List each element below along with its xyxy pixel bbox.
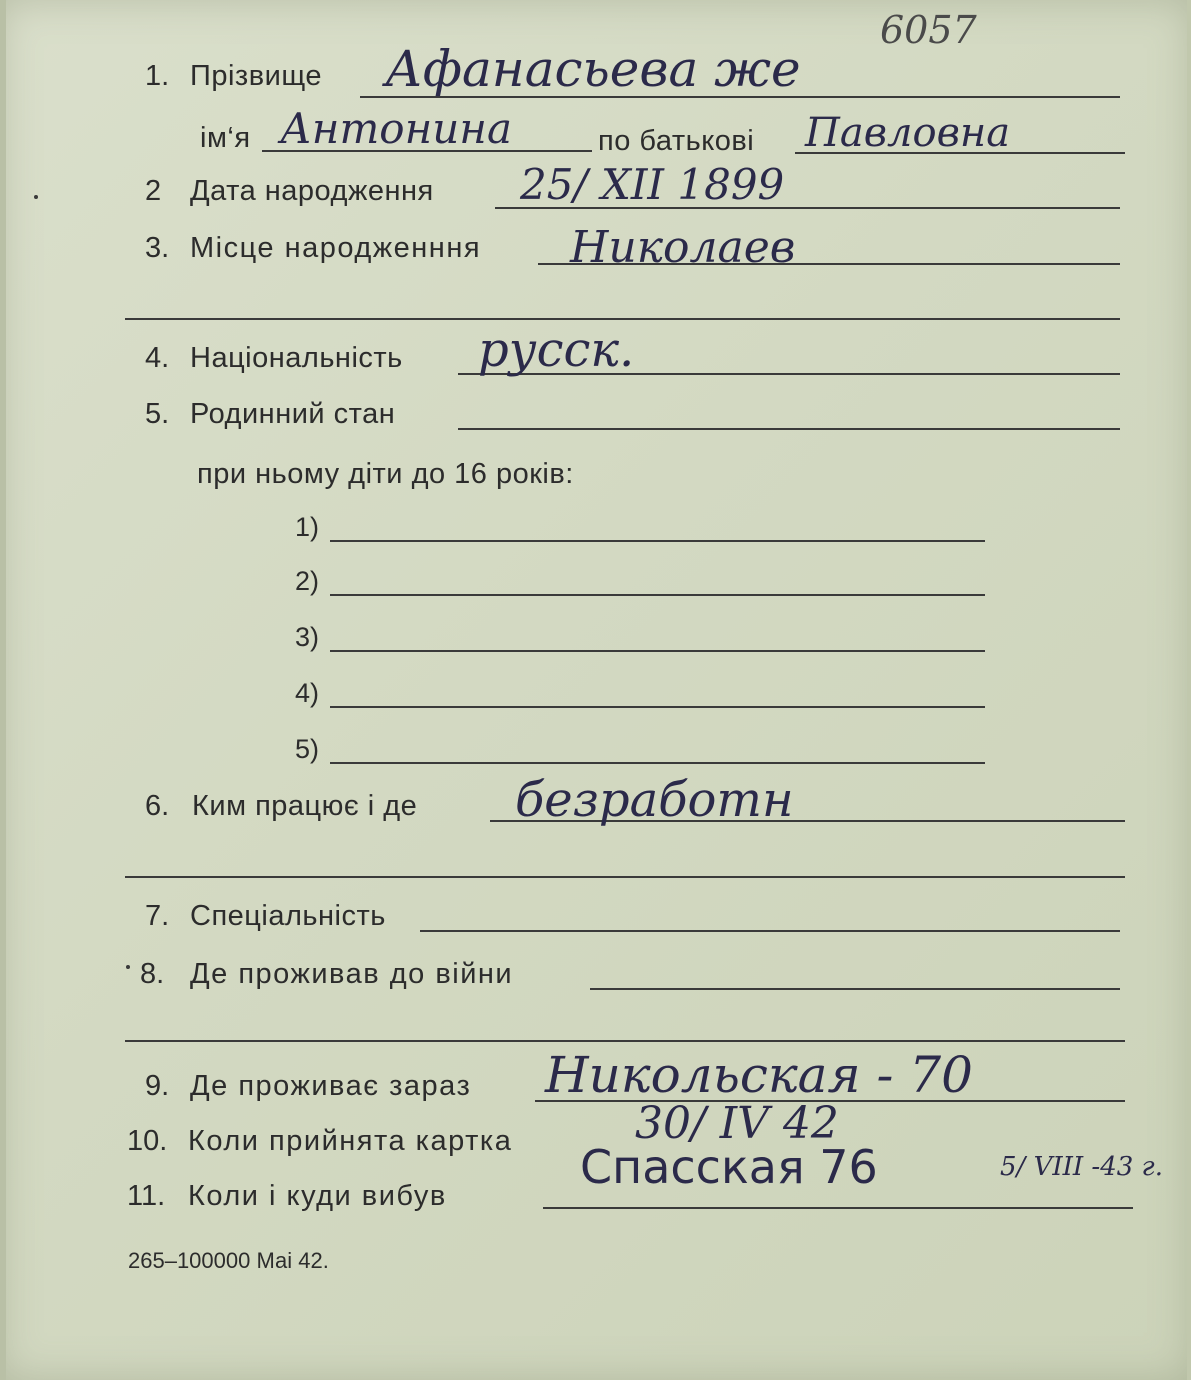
child-4-line: [330, 706, 985, 708]
birth-place-value: Николаев: [570, 222, 796, 273]
first-name-label: ім‘я: [200, 122, 251, 154]
card-right-edge: [1187, 0, 1191, 1380]
occupation-line-2: [125, 876, 1125, 878]
child-1-number: 1): [295, 512, 320, 542]
marital-status-label: Родинний стан: [190, 398, 396, 430]
nationality-label: Національність: [190, 342, 403, 374]
child-2-number: 2): [295, 566, 320, 596]
patronymic-label: по батькові: [598, 125, 755, 157]
field-10-number: 10.: [127, 1125, 168, 1157]
card-accepted-value: 30/ IV 42: [635, 1098, 839, 1149]
surname-value: Афанасьева же: [385, 40, 801, 98]
ink-dot-margin: [34, 195, 38, 199]
speciality-line: [420, 930, 1120, 932]
children-label: при ньому діти до 16 років:: [197, 458, 574, 490]
field-11-number: 11.: [127, 1180, 166, 1212]
card-number: 6057: [880, 8, 977, 52]
card-accepted-label: Коли прийнята картка: [188, 1125, 513, 1157]
field-8-number: 8.: [140, 958, 165, 990]
pre-war-residence-line: [590, 988, 1120, 990]
birth-date-label: Дата народження: [190, 175, 434, 207]
patronymic-value: Павловна: [805, 110, 1011, 156]
first-name-value: Антонина: [280, 104, 513, 153]
current-residence-label: Де проживає зараз: [190, 1070, 472, 1102]
field-3-number: 3.: [145, 232, 170, 264]
field-5-number: 5.: [145, 398, 170, 430]
ink-dot: [126, 965, 130, 969]
field-4-number: 4.: [145, 342, 170, 374]
child-4-number: 4): [295, 678, 320, 708]
marital-status-line: [458, 428, 1120, 430]
child-3-line: [330, 650, 985, 652]
child-3-number: 3): [295, 622, 320, 652]
field-2-number: 2: [145, 175, 162, 207]
departure-date-value: 5/ VIII -43 г.: [1000, 1152, 1163, 1182]
print-code: 265–100000 Маі 42.: [128, 1248, 329, 1273]
occupation-label: Ким працює і де: [192, 790, 418, 822]
child-2-line: [330, 594, 985, 596]
card-left-edge: [0, 0, 6, 1380]
departure-label: Коли і куди вибув: [188, 1180, 447, 1212]
surname-label: Прізвище: [190, 60, 322, 92]
departure-line: [543, 1207, 1133, 1209]
field-1-number: 1.: [145, 60, 170, 92]
child-1-line: [330, 540, 985, 542]
occupation-value: безработн: [515, 772, 794, 828]
birth-date-value: 25/ XII 1899: [520, 160, 785, 209]
current-residence-value: Никольская - 70: [545, 1046, 973, 1104]
field-6-number: 6.: [145, 790, 170, 822]
child-5-number: 5): [295, 734, 320, 764]
departure-place-value: Спасская 76: [580, 1140, 878, 1194]
speciality-label: Спеціальність: [190, 900, 386, 932]
birth-place-line-2: [125, 318, 1120, 320]
field-7-number: 7.: [145, 900, 170, 932]
pre-war-residence-line-2: [125, 1040, 1125, 1042]
child-5-line: [330, 762, 985, 764]
nationality-value: русск.: [478, 322, 635, 378]
pre-war-residence-label: Де проживав до війни: [190, 958, 514, 990]
birth-place-label: Місце народженння: [190, 232, 482, 264]
field-9-number: 9.: [145, 1070, 170, 1102]
